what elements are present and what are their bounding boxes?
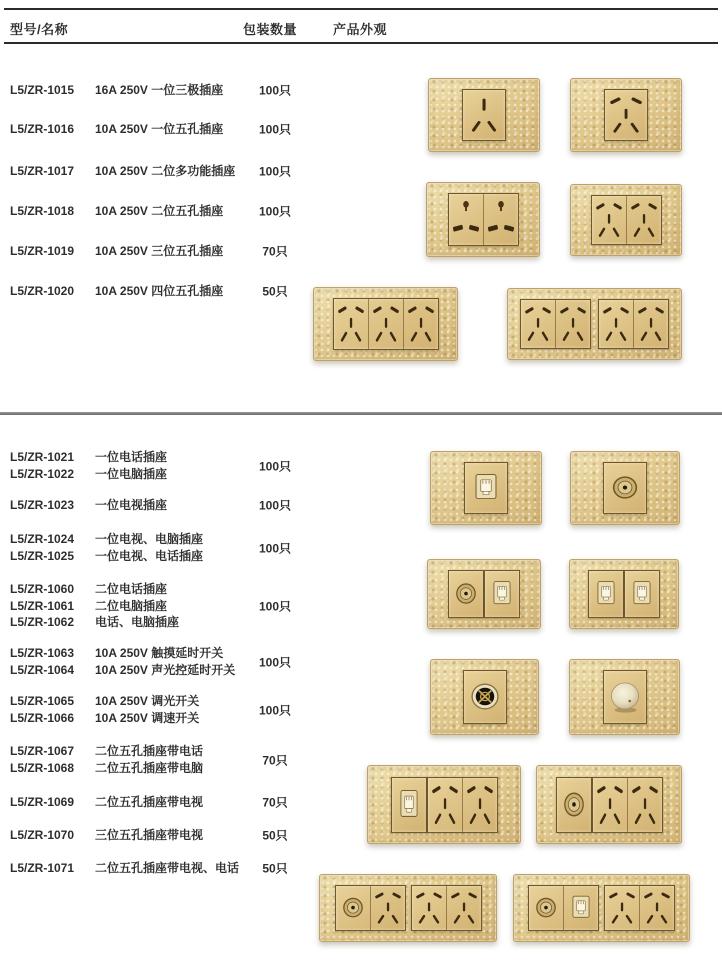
table-row — [0, 743, 340, 776]
table-row — [0, 121, 340, 138]
coax-socket-icon — [336, 886, 370, 930]
product-photo-two-five-hole-with-tv-phone — [513, 874, 690, 942]
package-qty: 100只 — [258, 204, 292, 219]
table-row — [0, 203, 340, 220]
product-name: 一位电视插座 — [95, 498, 168, 512]
five-hole-socket-icon — [428, 778, 462, 832]
socket-module — [335, 885, 406, 931]
model-number: L5/ZR-1062 — [10, 615, 75, 629]
table-row — [0, 449, 340, 482]
table-row — [0, 581, 340, 631]
product-name: 电话、电脑插座 — [95, 615, 180, 629]
table-row — [0, 531, 340, 564]
coax-socket-icon — [449, 571, 483, 617]
touch-socket-icon — [464, 671, 506, 723]
rj-socket-icon — [625, 571, 659, 617]
five-hole-socket-icon — [626, 196, 661, 244]
five-hole-socket-icon — [403, 299, 438, 349]
table-row — [0, 163, 340, 180]
product-photo-one-gang-tv-socket — [570, 451, 680, 525]
package-qty: 100只 — [258, 599, 292, 614]
product-name: 10A 250V 三位五孔插座 — [95, 244, 224, 258]
socket-module — [604, 885, 675, 931]
product-name: 一位电话插座 — [95, 450, 168, 464]
coax-socket-icon — [604, 463, 646, 513]
five-hole-socket-icon — [370, 886, 405, 930]
model-number: L5/ZR-1022 — [10, 466, 75, 481]
socket-module — [448, 193, 519, 246]
model-number: L5/ZR-1063 — [10, 646, 75, 660]
product-name: 二位五孔插座带电话 — [95, 744, 204, 758]
five-hole-socket-icon — [633, 300, 668, 348]
package-qty: 70只 — [262, 244, 288, 259]
five-hole-socket-icon — [593, 778, 627, 832]
product-name: 10A 250V 二位多功能插座 — [95, 164, 236, 178]
socket-module — [333, 298, 439, 350]
socket-module — [592, 777, 663, 833]
package-qty: 100只 — [258, 459, 292, 473]
product-photo-dimmer-switch — [569, 659, 680, 735]
product-name: 二位电脑插座 — [95, 598, 168, 613]
socket-module — [463, 670, 507, 724]
package-qty: 100只 — [258, 703, 292, 717]
product-photo-one-gang-phone-socket — [430, 451, 542, 525]
product-name: 16A 250V 一位三极插座 — [95, 83, 224, 97]
product-photo-three-gang-five-hole-socket — [313, 287, 458, 361]
socket-module — [588, 570, 624, 618]
rj-socket-icon — [465, 463, 507, 513]
table-row — [0, 693, 340, 726]
section-divider — [0, 412, 722, 415]
product-name: 一位电视、电脑插座 — [95, 532, 204, 546]
package-qty: 100只 — [258, 498, 292, 513]
socket-module — [624, 570, 660, 618]
package-qty: 50只 — [262, 284, 288, 299]
dimmer-socket-icon — [604, 671, 646, 723]
product-name: 一位电脑插座 — [95, 466, 168, 481]
model-number: L5/ZR-1061 — [10, 598, 75, 613]
coax-socket-icon — [529, 886, 563, 930]
model-number: L5/ZR-1064 — [10, 662, 75, 677]
product-name: 10A 250V 触摸延时开关 — [95, 646, 224, 660]
three-pin-socket-icon — [463, 90, 505, 140]
model-number: L5/ZR-1016 — [10, 122, 75, 136]
rj-socket-icon — [563, 886, 598, 930]
model-number: L5/ZR-1068 — [10, 760, 75, 775]
socket-module — [603, 462, 647, 514]
product-photo-three-five-hole-with-tv — [319, 874, 497, 942]
socket-module — [520, 299, 591, 349]
coax-socket-icon — [557, 778, 591, 832]
product-photo-tv-computer-combo-socket — [427, 559, 541, 629]
product-name: 三位五孔插座带电视 — [95, 828, 204, 842]
column-header-qty: 包装数量 — [243, 22, 298, 37]
socket-module — [556, 777, 592, 833]
table-row — [0, 82, 340, 99]
product-name: 二位电话插座 — [95, 582, 168, 596]
package-qty: 100只 — [258, 122, 292, 137]
product-name: 10A 250V 调光开关 — [95, 694, 200, 708]
five-hole-socket-icon — [605, 886, 639, 930]
package-qty: 50只 — [262, 828, 288, 843]
product-photo-four-gang-five-hole-socket — [507, 288, 682, 360]
product-name: 一位电视、电话插座 — [95, 548, 204, 563]
model-number: L5/ZR-1020 — [10, 284, 75, 298]
rj-socket-icon — [392, 778, 426, 832]
column-header-appearance: 产品外观 — [333, 22, 388, 37]
product-name: 10A 250V 一位五孔插座 — [95, 122, 224, 136]
socket-module — [591, 195, 662, 245]
table-row — [0, 283, 340, 300]
socket-module — [427, 777, 498, 833]
five-hole-socket-icon — [555, 300, 590, 348]
five-hole-socket-icon — [446, 886, 481, 930]
five-hole-socket-icon — [334, 299, 368, 349]
five-hole-socket-icon — [592, 196, 626, 244]
package-qty: 100只 — [258, 655, 292, 669]
socket-module — [604, 89, 648, 141]
header-rule — [4, 42, 718, 44]
rj-socket-icon — [589, 571, 623, 617]
socket-module — [411, 885, 482, 931]
model-number: L5/ZR-1066 — [10, 710, 75, 725]
socket-module — [484, 570, 520, 618]
five-hole-socket-icon — [368, 299, 403, 349]
five-hole-socket-icon — [605, 90, 647, 140]
model-number: L5/ZR-1060 — [10, 582, 75, 596]
model-number: L5/ZR-1018 — [10, 204, 75, 218]
model-number: L5/ZR-1024 — [10, 532, 75, 546]
product-name: 10A 250V 调速开关 — [95, 710, 200, 725]
model-number: L5/ZR-1069 — [10, 795, 75, 809]
model-number: L5/ZR-1065 — [10, 694, 75, 708]
product-photo-one-gang-five-hole-socket — [570, 78, 682, 152]
model-number: L5/ZR-1015 — [10, 83, 75, 97]
package-qty: 100只 — [258, 541, 292, 555]
socket-module — [464, 462, 508, 514]
table-row — [0, 827, 340, 844]
table-row — [0, 243, 340, 260]
model-number: L5/ZR-1023 — [10, 498, 75, 512]
product-photo-two-five-hole-with-tv — [536, 765, 682, 844]
product-photo-two-gang-five-hole-socket — [570, 184, 682, 256]
rj-socket-icon — [485, 571, 519, 617]
five-hole-socket-icon — [412, 886, 446, 930]
five-hole-socket-icon — [627, 778, 662, 832]
socket-module — [462, 89, 506, 141]
five-hole-socket-icon — [639, 886, 674, 930]
product-name: 二位五孔插座带电视、电话 — [95, 861, 240, 875]
column-header-model: 型号/名称 — [10, 22, 69, 37]
socket-module — [391, 777, 427, 833]
product-name: 二位五孔插座带电视 — [95, 795, 204, 809]
model-number: L5/ZR-1025 — [10, 548, 75, 563]
package-qty: 100只 — [258, 164, 292, 179]
package-qty: 70只 — [262, 795, 288, 810]
table-row — [0, 645, 340, 678]
product-name: 10A 250V 声光控延时开关 — [95, 662, 236, 677]
package-qty: 100只 — [258, 83, 292, 98]
product-photo-touch-delay-switch — [430, 659, 539, 735]
product-name: 二位五孔插座带电脑 — [95, 760, 204, 775]
model-number: L5/ZR-1070 — [10, 828, 75, 842]
product-name: 10A 250V 二位五孔插座 — [95, 204, 224, 218]
product-photo-two-gang-phone-socket — [569, 559, 679, 629]
product-photo-one-gang-three-pin-socket — [428, 78, 540, 152]
product-name: 10A 250V 四位五孔插座 — [95, 284, 224, 298]
table-row — [0, 497, 340, 514]
package-qty: 50只 — [262, 861, 288, 876]
table-row — [0, 860, 340, 877]
product-photo-two-five-hole-with-phone — [367, 765, 521, 844]
socket-module — [603, 670, 647, 724]
model-number: L5/ZR-1067 — [10, 744, 75, 758]
product-photo-two-gang-multifunction-socket — [426, 182, 540, 257]
five-hole-socket-icon — [462, 778, 497, 832]
multi-socket-icon — [483, 194, 518, 245]
five-hole-socket-icon — [599, 300, 633, 348]
table-row — [0, 794, 340, 811]
socket-module — [448, 570, 484, 618]
model-number: L5/ZR-1019 — [10, 244, 75, 258]
top-rule — [4, 8, 718, 10]
socket-module — [598, 299, 669, 349]
package-qty: 70只 — [262, 753, 288, 767]
multi-socket-icon — [449, 194, 483, 245]
model-number: L5/ZR-1071 — [10, 861, 75, 875]
five-hole-socket-icon — [521, 300, 555, 348]
model-number: L5/ZR-1017 — [10, 164, 75, 178]
socket-module — [528, 885, 599, 931]
model-number: L5/ZR-1021 — [10, 450, 75, 464]
